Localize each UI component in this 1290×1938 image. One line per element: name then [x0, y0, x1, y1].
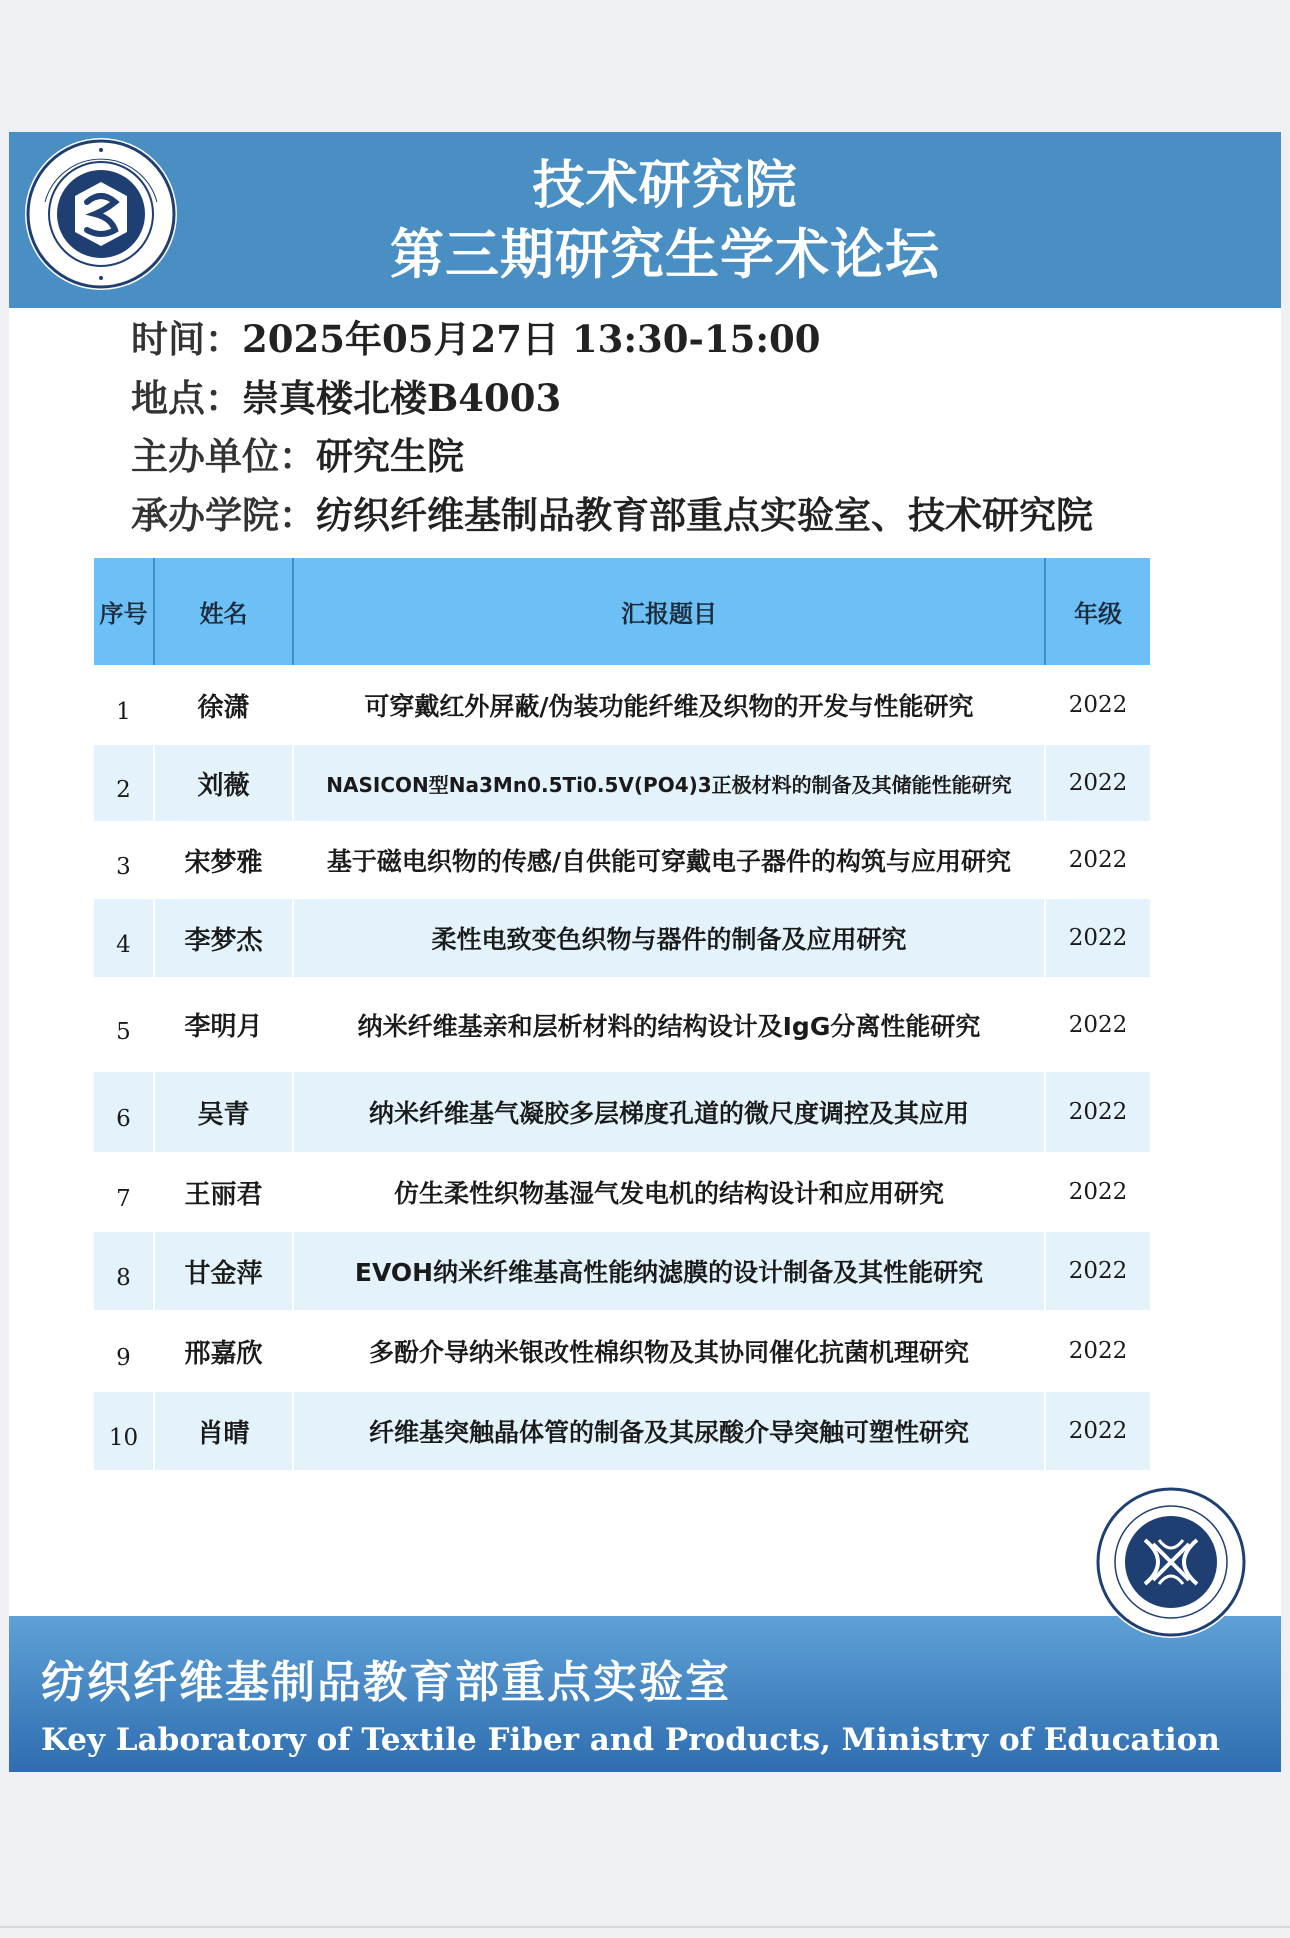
footer-lab-name-en: Key Laboratory of Textile Fiber and Products, Ministry of Education — [41, 1722, 1220, 1758]
forum-poster — [9, 132, 1281, 1772]
table-row — [94, 899, 1150, 977]
cell-name: 宋梦雅 — [154, 821, 293, 899]
page-divider — [0, 1926, 1290, 1928]
cell-no: 4 — [94, 899, 154, 977]
cell-grade: 2022 — [1045, 665, 1150, 745]
cell-no: 1 — [94, 665, 154, 745]
header-no: 序号 — [94, 558, 154, 665]
cell-grade: 2022 — [1045, 899, 1150, 977]
place-label: 地点： — [131, 377, 242, 420]
time-label: 时间： — [131, 318, 242, 361]
footer-band — [9, 1616, 1281, 1772]
cell-no: 9 — [94, 1310, 154, 1392]
info-host — [131, 493, 1093, 539]
cell-title: EVOH纳米纤维基高性能纳滤膜的设计制备及其性能研究 — [293, 1232, 1045, 1310]
lab-logo — [1095, 1486, 1247, 1638]
table-row — [94, 977, 1150, 1072]
header-title: 汇报题目 — [293, 558, 1045, 665]
cell-name: 李明月 — [154, 977, 293, 1072]
cell-title: 纳米纤维基亲和层析材料的结构设计及IgG分离性能研究 — [293, 977, 1045, 1072]
cell-name: 甘金萍 — [154, 1232, 293, 1310]
info-place — [131, 375, 561, 422]
cell-name: 刘薇 — [154, 745, 293, 821]
organizer-value: 研究生院 — [316, 435, 464, 478]
info-time — [131, 316, 820, 363]
table-row — [94, 1392, 1150, 1470]
cell-name: 李梦杰 — [154, 899, 293, 977]
table-row — [94, 1072, 1150, 1152]
time-value: 2025年05月27日 13:30-15:00 — [242, 317, 821, 361]
cell-no: 10 — [94, 1392, 154, 1470]
cell-name: 邢嘉欣 — [154, 1310, 293, 1392]
cell-no: 6 — [94, 1072, 154, 1152]
info-organizer — [131, 434, 464, 480]
cell-name: 肖晴 — [154, 1392, 293, 1470]
table-row — [94, 1152, 1150, 1232]
cell-grade: 2022 — [1045, 821, 1150, 899]
cell-no: 7 — [94, 1152, 154, 1232]
cell-no: 8 — [94, 1232, 154, 1310]
table-row — [94, 1310, 1150, 1392]
header-title-line1: 技术研究院 — [532, 156, 798, 216]
cell-grade: 2022 — [1045, 1392, 1150, 1470]
cell-grade: 2022 — [1045, 977, 1150, 1072]
table-header-row — [94, 558, 1150, 665]
cell-title: 仿生柔性织物基湿气发电机的结构设计和应用研究 — [293, 1152, 1045, 1232]
cell-no: 5 — [94, 977, 154, 1072]
cell-grade: 2022 — [1045, 1232, 1150, 1310]
cell-name: 吴青 — [154, 1072, 293, 1152]
cell-title: 纳米纤维基气凝胶多层梯度孔道的微尺度调控及其应用 — [293, 1072, 1045, 1152]
place-value: 崇真楼北楼B4003 — [242, 376, 562, 420]
table-row — [94, 1232, 1150, 1310]
cell-no: 2 — [94, 745, 154, 821]
cell-name: 徐潇 — [154, 665, 293, 745]
cell-grade: 2022 — [1045, 745, 1150, 821]
cell-name: 王丽君 — [154, 1152, 293, 1232]
cell-no: 3 — [94, 821, 154, 899]
organizer-label: 主办单位： — [131, 435, 316, 478]
host-label: 承办学院： — [131, 494, 316, 537]
cell-title: 柔性电致变色织物与器件的制备及应用研究 — [293, 899, 1045, 977]
cell-title: 多酚介导纳米银改性棉织物及其协同催化抗菌机理研究 — [293, 1310, 1045, 1392]
table-row — [94, 821, 1150, 899]
header-band — [9, 132, 1281, 308]
header-title-line2: 第三期研究生学术论坛 — [390, 223, 940, 286]
table-row — [94, 665, 1150, 745]
header-grade: 年级 — [1045, 558, 1150, 665]
table-row — [94, 745, 1150, 821]
cell-grade: 2022 — [1045, 1072, 1150, 1152]
lab-seal-icon — [1095, 1486, 1247, 1638]
cell-grade: 2022 — [1045, 1310, 1150, 1392]
footer-lab-name-cn: 纺织纤维基制品教育部重点实验室 — [41, 1657, 731, 1708]
cell-title: 基于磁电织物的传感/自供能可穿戴电子器件的构筑与应用研究 — [293, 821, 1045, 899]
header-name: 姓名 — [154, 558, 293, 665]
host-value: 纺织纤维基制品教育部重点实验室、技术研究院 — [316, 494, 1093, 537]
cell-title: 纤维基突触晶体管的制备及其尿酸介导突触可塑性研究 — [293, 1392, 1045, 1470]
cell-title: NASICON型Na3Mn0.5Ti0.5V(PO4)3正极材料的制备及其储能性能研究 — [293, 745, 1045, 821]
schedule-table — [94, 558, 1150, 1470]
cell-title: 可穿戴红外屏蔽/伪装功能纤维及织物的开发与性能研究 — [293, 665, 1045, 745]
cell-grade: 2022 — [1045, 1152, 1150, 1232]
